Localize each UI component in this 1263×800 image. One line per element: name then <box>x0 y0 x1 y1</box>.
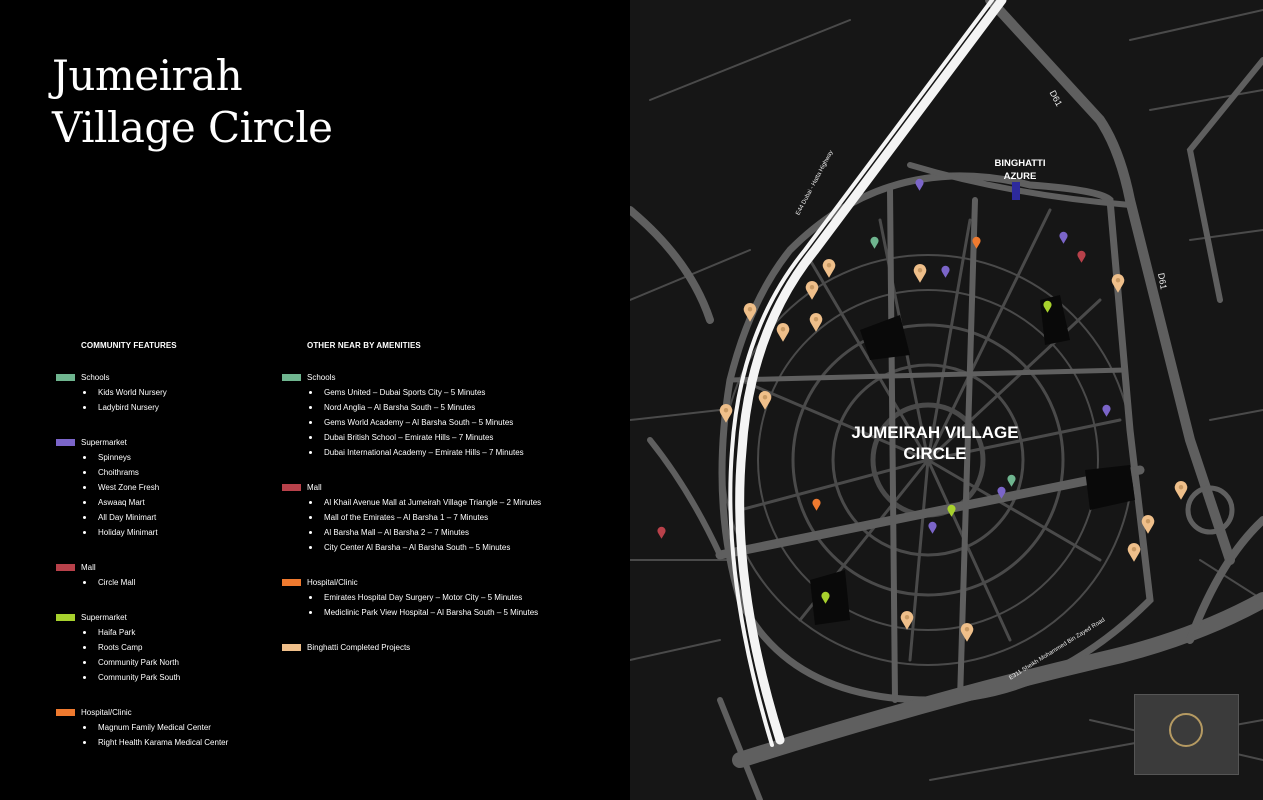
legend-item: Kids World Nursery <box>56 385 281 400</box>
legend-color-swatch <box>56 564 75 571</box>
legend-item: City Center Al Barsha – Al Barsha South – 5 Minutes <box>282 540 627 555</box>
legend-group-header <box>282 370 627 385</box>
community-map[interactable] <box>630 0 1263 800</box>
legend-item: Roots Camp <box>56 640 281 655</box>
legend-item: Emirates Hospital Day Surgery – Motor City – 5 Minutes <box>282 590 627 605</box>
title-line-2: Village Circle <box>52 103 333 152</box>
supermarket-pin-icon[interactable] <box>941 265 950 278</box>
legend-category-label: Binghatti Completed Projects <box>307 643 411 652</box>
legend-item-list <box>56 720 281 750</box>
completed-project-pin-icon[interactable] <box>776 322 790 342</box>
legend-item: Ladybird Nursery <box>56 400 281 415</box>
completed-project-pin-icon[interactable] <box>900 610 914 630</box>
legend-color-swatch <box>56 439 75 446</box>
legend-group-header <box>56 560 281 575</box>
legend-item-list <box>282 590 627 620</box>
supermarket-pin-icon[interactable] <box>915 178 924 191</box>
legend-group <box>282 370 627 460</box>
legend-category-label: Mall <box>81 563 96 572</box>
seal-icon <box>1169 713 1203 747</box>
legend-item: Gems United – Dubai Sports City – 5 Minutes <box>282 385 627 400</box>
legend-category-label: Mall <box>307 483 322 492</box>
supermarket-pin-icon[interactable] <box>1102 404 1111 417</box>
supermarket-pin-icon[interactable] <box>997 486 1006 499</box>
legend-item: Community Park South <box>56 670 281 685</box>
legend-item-list <box>282 495 627 555</box>
legend-item: Gems World Academy – Al Barsha South – 5 Minutes <box>282 415 627 430</box>
legend-item: Nord Anglia – Al Barsha South – 5 Minutes <box>282 400 627 415</box>
binghatti-azure-label-line-2: AZURE <box>1003 171 1037 182</box>
nearby-amenities-heading: OTHER NEAR BY AMENITIES <box>307 341 421 350</box>
legend-group <box>56 560 281 590</box>
road-label-e44: E44 Dubai - Hatta Highway <box>795 149 835 217</box>
binghatti-azure-marker <box>1012 182 1020 200</box>
completed-project-pin-icon[interactable] <box>1111 273 1125 293</box>
completed-project-pin-icon[interactable] <box>809 312 823 332</box>
legend-group-header <box>282 640 627 655</box>
legend-group <box>56 370 281 415</box>
nearby-amenities-list <box>282 370 627 655</box>
legend-group <box>56 435 281 540</box>
supermarket-pin-icon[interactable] <box>1059 231 1068 244</box>
legend-item: Haifa Park <box>56 625 281 640</box>
legend-group <box>282 575 627 620</box>
legend-panel <box>0 0 630 800</box>
legend-group-header <box>56 435 281 450</box>
legend-item-list <box>282 385 627 460</box>
binghatti-azure-label-line-1: BINGHATTI <box>994 158 1046 169</box>
completed-project-pin-icon[interactable] <box>1141 514 1155 534</box>
legend-item: Right Health Karama Medical Center <box>56 735 281 750</box>
legend-item-list <box>56 625 281 685</box>
legend-item: Circle Mall <box>56 575 281 590</box>
completed-project-pin-icon[interactable] <box>913 263 927 283</box>
completed-project-pin-icon[interactable] <box>719 403 733 423</box>
legend-group-header <box>56 610 281 625</box>
legend-color-swatch <box>56 614 75 621</box>
legend-item-list <box>56 450 281 540</box>
supermarket-pin-icon[interactable] <box>928 521 937 534</box>
legend-group-header <box>56 705 281 720</box>
legend-item: Choithrams <box>56 465 281 480</box>
legend-category-label: Supermarket <box>81 438 127 447</box>
mall-pin-icon[interactable] <box>1077 250 1086 263</box>
school-pin-icon[interactable] <box>870 236 879 249</box>
legend-group <box>56 610 281 685</box>
park-pin-icon[interactable] <box>1043 300 1052 313</box>
legend-item: Dubai British School – Emirate Hills – 7 Minutes <box>282 430 627 445</box>
legend-group <box>282 640 627 655</box>
legend-group <box>282 480 627 555</box>
legend-item: Mediclinic Park View Hospital – Al Barsha South – 5 Minutes <box>282 605 627 620</box>
community-features-heading: COMMUNITY FEATURES <box>81 341 177 350</box>
road-label-d61-north: D61 <box>1047 88 1065 108</box>
completed-project-pin-icon[interactable] <box>758 390 772 410</box>
community-map-label <box>835 422 1035 464</box>
legend-item: Community Park North <box>56 655 281 670</box>
legend-category-label: Supermarket <box>81 613 127 622</box>
legend-category-label: Schools <box>307 373 336 382</box>
legend-color-swatch <box>282 579 301 586</box>
road-label-d61-east: D61 <box>1156 272 1169 291</box>
map-roads <box>630 0 1263 800</box>
legend-item: Spinneys <box>56 450 281 465</box>
mall-pin-icon[interactable] <box>657 526 666 539</box>
legend-color-swatch <box>56 374 75 381</box>
school-pin-icon[interactable] <box>1007 474 1016 487</box>
legend-color-swatch <box>282 374 301 381</box>
nearby-amenities-column <box>282 341 627 675</box>
legend-item: Dubai International Academy – Emirate Hills – 7 Minutes <box>282 445 627 460</box>
community-features-list <box>56 370 281 750</box>
legend-group-header <box>56 370 281 385</box>
watermark-logo <box>1134 694 1239 775</box>
park-pin-icon[interactable] <box>947 504 956 517</box>
clinic-pin-icon[interactable] <box>972 236 981 249</box>
legend-item: West Zone Fresh <box>56 480 281 495</box>
legend-item: Al Barsha Mall – Al Barsha 2 – 7 Minutes <box>282 525 627 540</box>
legend-group-header <box>282 480 627 495</box>
completed-project-pin-icon[interactable] <box>805 280 819 300</box>
legend-color-swatch <box>56 709 75 716</box>
legend-color-swatch <box>282 484 301 491</box>
community-map-label-line-2: CIRCLE <box>903 444 967 463</box>
legend-group <box>56 705 281 750</box>
completed-project-pin-icon[interactable] <box>1127 542 1141 562</box>
legend-item: Mall of the Emirates – Al Barsha 1 – 7 Minutes <box>282 510 627 525</box>
completed-project-pin-icon[interactable] <box>822 258 836 278</box>
legend-item: Al Khail Avenue Mall at Jumeirah Village Triangle – 2 Minutes <box>282 495 627 510</box>
legend-color-swatch <box>282 644 301 651</box>
legend-item-list <box>56 385 281 415</box>
park-pin-icon[interactable] <box>821 591 830 604</box>
legend-category-label: Hospital/Clinic <box>81 708 132 717</box>
road-label-e311: E311 Sheikh Mohammed Bin Zayed Road <box>1008 617 1107 682</box>
community-map-label-line-1: JUMEIRAH VILLAGE <box>851 423 1019 442</box>
completed-project-pin-icon[interactable] <box>743 302 757 322</box>
legend-item: Aswaaq Mart <box>56 495 281 510</box>
clinic-pin-icon[interactable] <box>812 498 821 511</box>
completed-project-pin-icon[interactable] <box>1174 480 1188 500</box>
legend-item: Holiday Minimart <box>56 525 281 540</box>
legend-group-header <box>282 575 627 590</box>
legend-category-label: Schools <box>81 373 110 382</box>
legend-item: Magnum Family Medical Center <box>56 720 281 735</box>
page-title <box>52 50 332 154</box>
legend-item: All Day Minimart <box>56 510 281 525</box>
legend-category-label: Hospital/Clinic <box>307 578 358 587</box>
community-features-column <box>56 341 281 770</box>
title-line-1: Jumeirah <box>52 51 243 100</box>
binghatti-azure-label <box>985 157 1055 183</box>
completed-project-pin-icon[interactable] <box>960 622 974 642</box>
legend-item-list <box>56 575 281 590</box>
